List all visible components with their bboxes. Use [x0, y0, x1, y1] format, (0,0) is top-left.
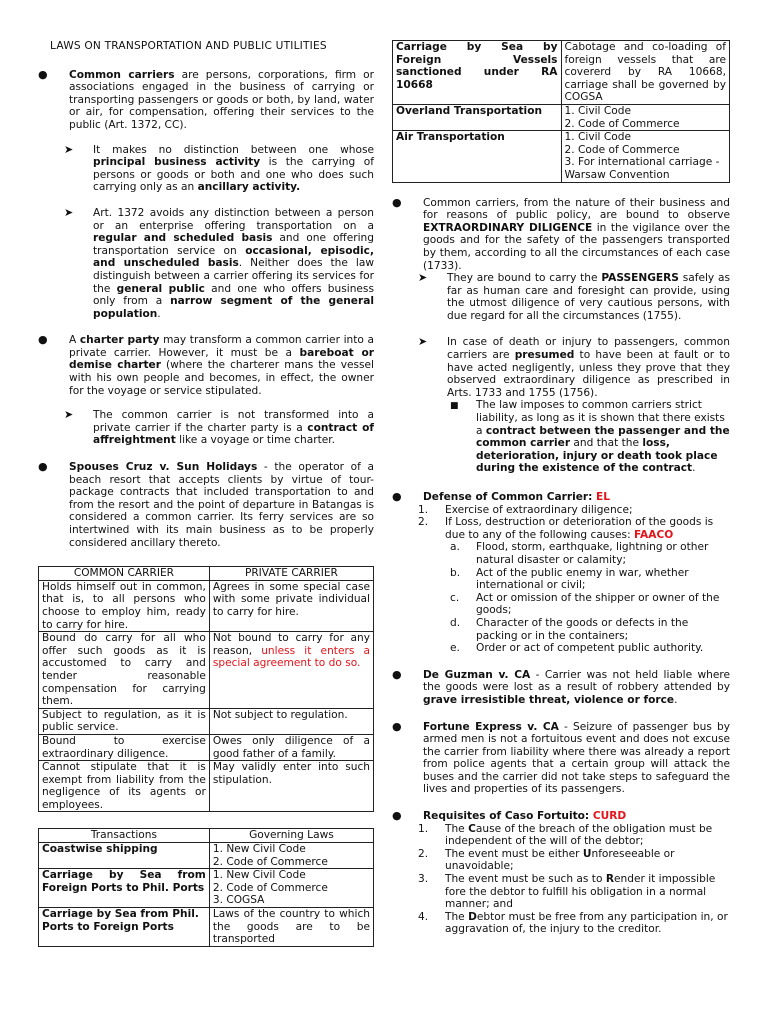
- governing-laws-table: [38, 828, 374, 946]
- bullet-marker: [392, 721, 423, 797]
- table-row: Subject to regulation, as it is public service. Not subject to regulation.: [39, 708, 374, 734]
- requisite-item-1: 1. The Cause of the breach of the obligation must be independent of the will of the debtor;: [418, 822, 713, 848]
- requisite-item-2: 2. The event must be either Unforeseeable or unavoidable;: [418, 847, 675, 873]
- bullet-marker: [38, 334, 69, 397]
- governing-laws-table-continued: [392, 40, 730, 183]
- arrow-bullet-icon: [64, 409, 93, 447]
- table-row: Carriage by Sea from Phil. Ports to Foreign Ports Laws of the country to which the goods are to be transported: [39, 908, 374, 947]
- table-row: Overland Transportation 1. Civil Code 2. Code of Commerce: [393, 104, 730, 130]
- defense-item-1: 1. Exercise of extraordinary diligence;: [418, 503, 633, 516]
- table-header: Transactions Governing Laws: [39, 829, 374, 843]
- table-row: Cannot stipulate that it is exempt from liability from the negligence of its agents or employees. May validly enter into such stipulation.: [39, 761, 374, 812]
- bullet-de-guzman: ● De Guzman v. CA - Carrier was not held liable where the goods were lost as a result of robbery attended by grave irresistible threat, violence or force.: [392, 669, 730, 707]
- bullet-spouses-cruz: ● Spouses Cruz v. Sun Holidays - the operator of a beach resort that accepts clients by virtue of tour-package contracts that included transportation to and from the resort and the point of departure in Batangas is considered a common carrier. Its ferry services are so intertwined with its main business as to be properly considered ancillary thereto.: [38, 461, 374, 549]
- sub-bullet-passengers: ➤ They are bound to carry the PASSENGERS safely as far as human care and foresight can provide, using the utmost diligence of very cautious persons, with due regard for all the circumstances (1755).: [418, 272, 730, 322]
- common-vs-private-table: [38, 566, 374, 812]
- sub-bullet-presumption: ➤ In case of death or injury to passengers, common carriers are presumed to have been at fault or to have acted negligently, unless they prove that they observed extraordinary diligence as prescribed in Arts. 1733 and 1755 (1756).: [418, 336, 730, 399]
- requisite-item-3: 3. The event must be such as to Render it impossible fore the debtor to fulfill his obligation in a normal manner; and: [418, 873, 716, 911]
- cause-item-d: d. Character of the goods or defects in the packing or in the containers;: [450, 616, 689, 642]
- table-row: Carriage by Sea from Foreign Ports to Phil. Ports 1. New Civil Code 2. Code of Commerce 3. COGSA: [39, 869, 374, 908]
- bullet-marker: [392, 669, 423, 707]
- bullet-extraordinary-diligence: ● Common carriers, from the nature of their business and for reasons of public policy, are bound to observe EXTRAORDINARY DILIGENCE in the vigilance over the goods and for the safety of the passengers transported by them, according to all the circumstances of each case (1733).: [392, 197, 730, 273]
- square-bullet-strict-liability: ■ The law imposes to common carriers strict liability, as long as it is shown that there exists a contract between the passenger and the common carrier and that the loss, deterioration, injury or death took place during the existence of the contract.: [450, 399, 730, 475]
- table-row: Bound do carry for all who offer such goods as it is accustomed to carry and tender reasonable compensation for carrying them. Not bound to carry for any reason, unless it enters a special agreement to do so.: [39, 632, 374, 709]
- bullet-common-carriers: [38, 69, 374, 132]
- bullet-defense: ● Defense of Common Carrier: EL: [392, 491, 730, 504]
- defense-item-2: 2. If Loss, destruction or deterioration of the goods is due to any of the following causes: FAACO: [418, 516, 714, 541]
- table-row: Carriage by Sea by Foreign Vessels sanctioned under RA 10668 Cabotage and co-loading of foreign vessels that are covererd by RA 10668, carriage shall be governed by COGSA: [393, 41, 730, 105]
- table-row: Holds himself out in common, that is, to all persons who choose to employ him, ready to carry for hire. Agrees in some special case with some private individual to carry for hire.: [39, 580, 374, 631]
- bullet-marker: [392, 491, 423, 504]
- page-title: LAWS ON TRANSPORTATION AND PUBLIC UTILITIES: [50, 40, 327, 52]
- bullet-caso-fortuito: ● Requisites of Caso Fortuito: CURD: [392, 810, 730, 823]
- table-row: Coastwise shipping 1. New Civil Code 2. Code of Commerce: [39, 843, 374, 869]
- sub-bullet-affreightment: ➤ The common carrier is not transformed into a private carrier if the charter party is a contract of affreightment like a voyage or time charter.: [64, 409, 374, 447]
- square-bullet-icon: [450, 399, 476, 475]
- bullet-text: Common carriers are persons, corporations, firm or associations engaged in the business of carrying or transporting passengers or goods or both, by land, water or air, for compensation, offering their services to the public (Art. 1372, CC).: [69, 68, 374, 131]
- bullet-charter-party: ● A charter party may transform a common carrier into a private carrier. However, it must be a bareboat or demise charter (where the charterer mans the vessel with his own people and becomes, in effect, the owner for the voyage or service stipulated.: [38, 334, 374, 397]
- bullet-marker: [392, 810, 423, 823]
- arrow-bullet-icon: [64, 144, 93, 194]
- bullet-marker: [38, 69, 69, 132]
- cause-item-c: c. Act or omission of the shipper or owner of the goods;: [450, 591, 720, 617]
- table-row: Bound to exercise extraordinary diligence. Owes only diligence of a good father of a family.: [39, 734, 374, 760]
- bullet-fortune-express: ● Fortune Express v. CA - Seizure of passenger bus by armed men is not a fortuitous event and does not excuse the carrier from liability where there was already a report from police agents that a certain group will attack the buses and the carrier did not take steps to safeguard the lives and properties of its passengers.: [392, 721, 730, 797]
- cause-item-a: a. Flood, storm, earthquake, lightning or other natural disaster or calamity;: [450, 541, 709, 566]
- bullet-marker: [38, 461, 69, 549]
- cause-item-b: b. Act of the public enemy in war, whether international or civil;: [450, 566, 689, 592]
- sub-bullet-art-1372: ➤ Art. 1372 avoids any distinction between a person or an enterprise offering transportation on a regular and scheduled basis and one offering transportation service on occasional, episodic, and unscheduled basis. Neither does the law distinguish between a carrier offering its services for the general public and one who offers business only from a narrow segment of the general population.: [64, 207, 374, 320]
- cause-item-e: e. Order or act of competent public authority.: [450, 642, 704, 655]
- arrow-bullet-icon: [418, 272, 447, 322]
- arrow-bullet-icon: [418, 336, 447, 399]
- table-row: Air Transportation 1. Civil Code 2. Code of Commerce 3. For international carriage - Warsaw Convention: [393, 131, 730, 182]
- arrow-bullet-icon: [64, 207, 93, 320]
- right-column: [392, 40, 730, 936]
- table-header: COMMON CARRIER PRIVATE CARRIER: [39, 567, 374, 581]
- left-column: [38, 40, 374, 947]
- bullet-marker: [392, 197, 423, 273]
- requisite-item-4: 4. The Debtor must be free from any participation in, or aggravation of, the injury to the creditor.: [418, 910, 728, 936]
- sub-bullet-business-activity: ➤ It makes no distinction between one whose principal business activity is the carrying of persons or goods or both and one who does such carrying only as an ancillary activity.: [64, 144, 374, 194]
